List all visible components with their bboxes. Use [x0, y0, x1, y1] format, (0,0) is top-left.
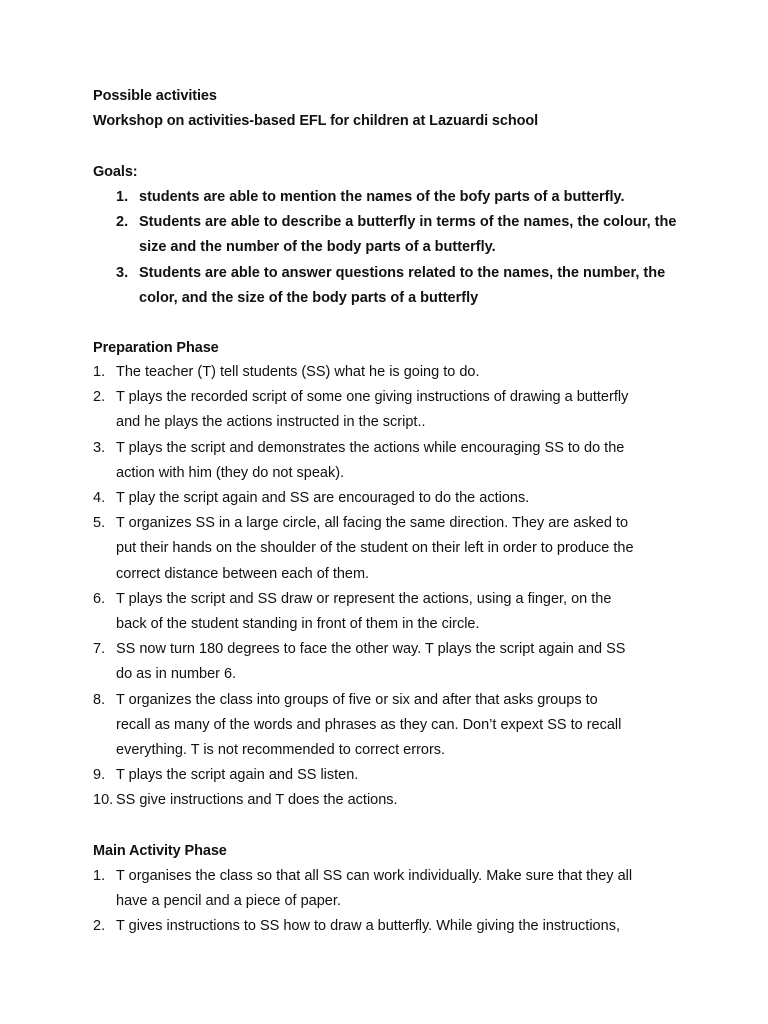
- main-activity-item-text: T organises the class so that all SS can work individually. Make sure that they all: [116, 868, 633, 884]
- preparation-item-text: T plays the script and SS draw or represent the actions, using a finger, on the: [116, 590, 612, 607]
- preparation-item-text: put their hands on the shoulder of the student on their left in order to produce the: [116, 540, 634, 557]
- preparation-item-number: 6.: [93, 590, 106, 607]
- preparation-item-number: 3.: [93, 439, 106, 456]
- preparation-item-text: T play the script again and SS are encouraged to do the actions.: [116, 490, 530, 506]
- goals-heading: Goals:: [93, 164, 138, 180]
- preparation-item-number: 2.: [93, 389, 106, 406]
- preparation-item-number: 9.: [93, 767, 106, 784]
- preparation-item-number: 4.: [93, 490, 106, 506]
- preparation-item-number: 7.: [93, 641, 106, 658]
- main-activity-item-text: T gives instructions to SS how to draw a butterfly. While giving the instructions,: [116, 918, 620, 935]
- preparation-item-number: 1.: [93, 364, 106, 380]
- goal-item-text: students are able to mention the names of the bofy parts of a butterfly.: [139, 189, 625, 205]
- preparation-item-number: 8.: [93, 691, 106, 708]
- goal-item-text: Students are able to describe a butterfly in terms of the names, the colour, the: [139, 214, 677, 231]
- preparation-item-text: everything. T is not recommended to correct errors.: [116, 742, 446, 758]
- preparation-item-text: SS now turn 180 degrees to face the other way. T plays the script again and SS: [116, 641, 626, 658]
- preparation-item-number: 10.: [93, 792, 114, 809]
- preparation-item-text: T organizes the class into groups of five or six and after that asks groups to: [116, 691, 598, 708]
- preparation-heading: Preparation Phase: [93, 340, 219, 356]
- document-title: Workshop on activities-based EFL for children at Lazuardi school: [93, 113, 539, 129]
- preparation-item-text: and he plays the actions instructed in the script..: [116, 414, 426, 431]
- preparation-item-text: do as in number 6.: [116, 666, 237, 683]
- goal-item-text: Students are able to answer questions related to the names, the number, the: [139, 264, 666, 281]
- main-activity-item-number: 1.: [93, 868, 106, 884]
- goal-item-number: 2.: [116, 214, 129, 231]
- main-activity-heading: Main Activity Phase: [93, 843, 227, 859]
- preparation-item-text: recall as many of the words and phrases as they can. Don’t expext SS to recall: [116, 716, 622, 733]
- goal-item-text: size and the number of the body parts of a butterfly.: [139, 239, 496, 256]
- preparation-item-text: correct distance between each of them.: [116, 565, 370, 582]
- main-activity-item-text: have a pencil and a piece of paper.: [116, 893, 341, 910]
- preparation-item-text: T plays the script and demonstrates the actions while encouraging SS to do the: [116, 439, 625, 456]
- preparation-item-text: T organizes SS in a large circle, all facing the same direction. They are asked to: [116, 515, 629, 532]
- preparation-item-text: T plays the recorded script of some one giving instructions of drawing a butterfly: [116, 389, 629, 406]
- preparation-item-text: SS give instructions and T does the actions.: [116, 792, 398, 809]
- preparation-item-text: The teacher (T) tell students (SS) what he is going to do.: [116, 364, 480, 380]
- preparation-item-text: back of the student standing in front of them in the circle.: [116, 616, 480, 632]
- goal-item-number: 3.: [116, 264, 129, 281]
- main-activity-item-number: 2.: [93, 918, 106, 935]
- goal-item-number: 1.: [116, 189, 129, 205]
- preparation-item-text: action with him (they do not speak).: [116, 464, 345, 481]
- header-label: Possible activities: [93, 88, 217, 104]
- preparation-item-text: T plays the script again and SS listen.: [116, 767, 359, 784]
- goal-item-text: color, and the size of the body parts of a butterfly: [139, 289, 479, 306]
- preparation-item-number: 5.: [93, 515, 106, 532]
